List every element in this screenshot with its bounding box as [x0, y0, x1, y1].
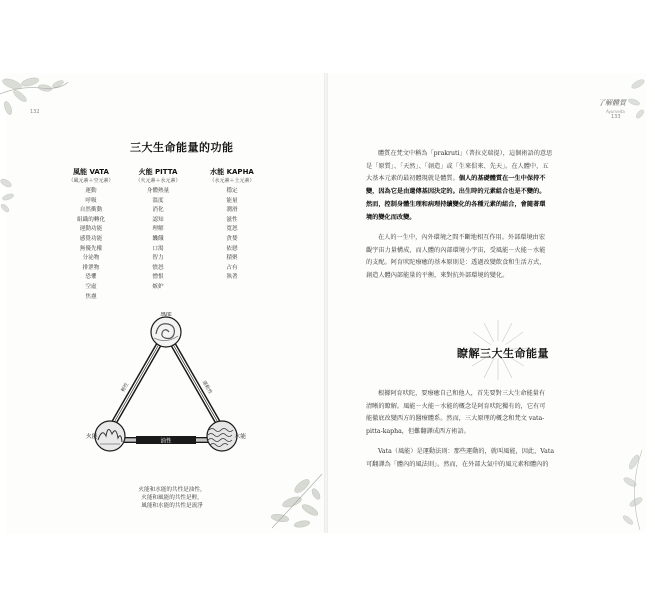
text-run: 大基本元素的最初體現就是體質。 — [366, 175, 459, 183]
column-heading: 火能 PITTA — [138, 168, 178, 176]
kapha-column — [194, 168, 270, 283]
function-item: 能量 — [226, 197, 238, 204]
function-item: 依戀 — [226, 245, 238, 252]
function-item: 穩定 — [226, 188, 238, 194]
dosha-triangle-diagram — [86, 312, 246, 464]
paragraph-environment — [366, 232, 614, 283]
text-line-bold: 然而，控制身體生理和病理持續變化的各種元素的組合，會隨著環 — [366, 200, 546, 208]
function-item: 饑餓 — [152, 235, 164, 242]
foliage-decoration-top-left — [0, 74, 70, 134]
pitta-column — [120, 168, 196, 293]
node-label-vata: 風能 — [160, 312, 172, 318]
section-title: 瞭解三大生命能量 — [457, 347, 549, 360]
function-item: 消化 — [152, 207, 164, 214]
edge-label-right: 運動性 — [200, 380, 213, 396]
text-line: 能徹底改變西方的醫療體系。然而，三大原理的概念和梵文 vata- — [366, 415, 545, 423]
text-line: 的支配。阿育吠陀療癒的基本原則是：透過改變飲食和生活方式， — [366, 259, 546, 267]
text-line: 觀宇宙力量構成，而人體的內部環境小宇宙，受風能－火能－水能 — [366, 246, 546, 254]
kapha-circle — [207, 421, 237, 451]
vata-circle — [151, 317, 181, 347]
text-line: 在人的一生中，內外環境之間不斷地相互作用。外部環境由宏 — [378, 234, 546, 241]
function-item: 嫉妒 — [152, 283, 164, 290]
function-item: 憤怒 — [152, 264, 164, 271]
text-line-mixed — [366, 173, 614, 186]
text-line: Vata（風能）是運動法則：那些運動的，就叫風能，因此，Vata — [378, 448, 555, 455]
edge-label-left: 輕性 — [120, 382, 131, 394]
function-item: 寬恕 — [226, 226, 238, 233]
text-line-bold: 變，因為它是由遺傳基因決定的。出生時的元素組合也是不變的。 — [366, 188, 546, 196]
function-item: 自然衝動 — [79, 207, 103, 214]
function-item: 恐懼 — [85, 274, 97, 281]
text-line: 體質在梵文中稱為「prakruti」（普拉克瑞提），這個術語的意思 — [378, 150, 553, 157]
pitta-circle — [95, 421, 125, 451]
edge-label-bottom: 油性 — [160, 438, 172, 445]
foliage-decoration-right-bottom — [612, 450, 646, 530]
paragraph-three-doshas — [366, 388, 614, 439]
function-item: 認知 — [152, 216, 164, 223]
function-item: 積聚 — [226, 255, 238, 262]
column-heading: 風能 VATA — [73, 168, 109, 176]
text-line: 是「原質」、「天然」、「創造」或「生來俱來、先天」。在人體中，五 — [366, 162, 549, 170]
book-spine — [324, 73, 328, 533]
paragraph-prakruti — [366, 148, 614, 224]
function-item: 運動 — [85, 188, 97, 194]
function-item: 口渴 — [152, 245, 164, 252]
function-item: 智力 — [152, 255, 164, 262]
right-folio: 133 — [611, 114, 621, 120]
function-item: 呼吸 — [85, 197, 97, 204]
left-folio: 132 — [30, 109, 40, 115]
text-line: 創造人體內部能量的平衡，來對抗外部環境的變化。 — [366, 272, 509, 280]
function-item: 理解 — [152, 226, 164, 233]
node-label-kapha: 水能 — [234, 434, 246, 440]
function-item: 滋性 — [226, 216, 238, 223]
function-item: 占有 — [226, 264, 238, 271]
page-title: 三大生命能量的功能 — [130, 141, 234, 154]
caption-line: 火能和風能的共性是輕， — [141, 495, 203, 501]
column-subtitle: （火元素＋水元素） — [135, 178, 181, 184]
text-run-bold: 個人的基礎體質在一生中保持不 — [458, 175, 546, 183]
function-item: 潤滑 — [226, 207, 238, 214]
caption-line: 風能和水能的共性是流淨 — [141, 503, 203, 509]
function-item: 分泌物 — [82, 255, 100, 262]
column-subtitle: （水元素＋土元素） — [209, 178, 255, 184]
running-subhead: Ayurveda — [606, 109, 625, 114]
running-head: 了解體質 — [598, 99, 626, 107]
function-item: 憎恨 — [152, 274, 164, 281]
text-line: pitta-kapha，但難翻譯成西方術語。 — [366, 428, 470, 436]
function-item: 組織的轉化 — [77, 216, 105, 223]
function-item: 無優先權 — [79, 245, 103, 252]
function-item: 運動功能 — [79, 226, 103, 233]
text-line: 可翻譯為「體內的風法則」。然而，在外部大氣中的風元素和體內的 — [366, 460, 549, 468]
function-item: 空虛 — [85, 283, 97, 290]
function-item: 貪婪 — [226, 235, 238, 242]
function-item: 焦慮 — [85, 293, 97, 300]
column-subtitle: （風元素＋空元素） — [68, 178, 114, 184]
function-item: 溫度 — [152, 197, 164, 204]
node-label-pitta: 火能 — [86, 434, 98, 440]
function-item: 排泄物 — [82, 264, 100, 271]
foliage-decoration-bottom-center — [262, 466, 324, 532]
text-line: 清晰的瞭解。風能－火能－水能的概念是阿育吠陀獨有的，它有可 — [366, 402, 546, 410]
text-line: 根據阿育吠陀，要療癒自己和他人，首先要對三大生命能量有 — [378, 390, 546, 397]
vata-column — [53, 168, 129, 302]
diagram-caption — [108, 486, 236, 510]
column-heading: 水能 KAPHA — [210, 168, 254, 176]
foliage-decoration-mid-left — [0, 175, 22, 215]
function-item: 身體熱量 — [146, 188, 170, 194]
function-item: 感覺功能 — [79, 235, 103, 242]
caption-line: 火能和水能的共性是油性， — [138, 487, 206, 493]
paragraph-vata — [366, 446, 614, 471]
function-item: 執著 — [226, 274, 238, 281]
text-line-bold: 境的變化而改變。 — [366, 213, 416, 221]
